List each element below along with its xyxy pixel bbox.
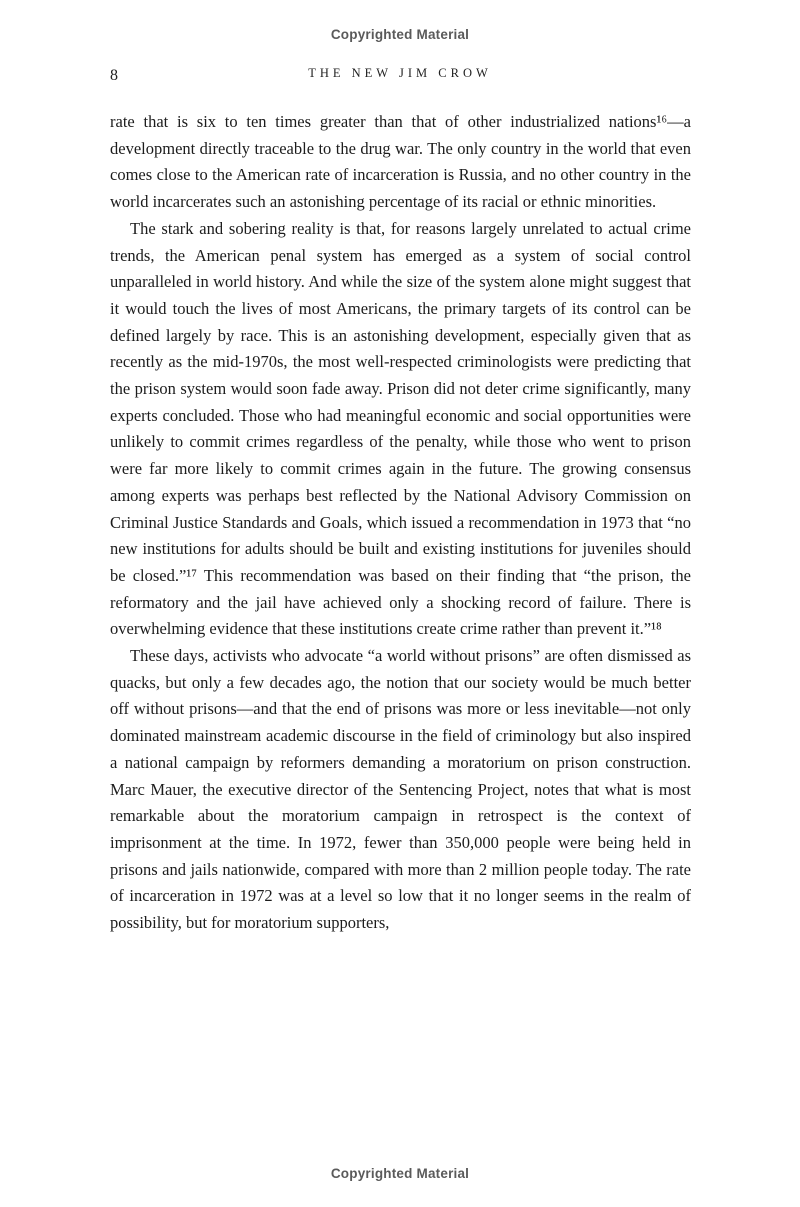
copyright-notice-bottom: Copyrighted Material: [330, 1166, 470, 1181]
running-head: THE NEW JIM CROW: [308, 66, 492, 80]
copyright-notice-top: Copyrighted Material: [330, 27, 470, 42]
paragraph: The stark and sobering reality is that, for reasons largely unrelated to actual crime trends, the American penal system has emerged as a system of social control unparalleled in world history. And while the size of the system alone might suggest that it would touch the lives of most Americans, the primary targets of its control can be defined largely by race. This is an astonishing development, especially given that as recently as the mid-1970s, the most well-respected criminologists were predicting that the prison system would soon fade away. Prison did not deter crime significantly, many experts concluded. Those who had meaningful economic and social opportunities were unlikely to commit crimes regardless of the penalty, while those who went to prison were far more likely to commit crimes again in the future. The growing consensus among experts was perhaps best reflected by the National Advisory Commission on Criminal Justice Standards and Goals, which issued a recommendation in 1973 that “no new institutions for adults should be built and existing institutions for juveniles should be closed.”¹⁷ This recommendation was based on their finding that “the prison, the reformatory and the jail have achieved only a shocking record of failure. There is overwhelming evidence that these institutions create crime rather than prevent it.”¹⁸: [110, 218, 691, 639]
paragraph: These days, activists who advocate “a world without prisons” are often dismissed as quacks, but only a few decades ago, the notion that our society would be much better off without prisons—and that the end of prisons was more or less inevitable—not only dominated mainstream academic discourse in the field of criminology but also inspired a national campaign by reformers demanding a moratorium on prison construction. Marc Mauer, the executive director of the Sentencing Project, notes that what is most remarkable about the moratorium campaign in retrospect is the context of imprisonment at the time. In 1972, fewer than 350,000 people were being held in prisons and jails nationwide, compared with more than 2 million people today. The rate of incarceration in 1972 was at a level so low that it no longer seems in the realm of possibility, but for moratorium supporters,: [110, 646, 691, 933]
body-text: [110, 109, 691, 937]
page-number: 8: [110, 67, 118, 84]
paragraph: rate that is six to ten times greater than that of other industrialized nations¹⁶—a development directly traceable to the drug war. The only country in the world that even comes close to the American rate of incarceration is Russia, and no other country in the world incarcerates such an astonishing percentage of its racial or ethnic minorities.: [110, 112, 691, 212]
page-header: [0, 66, 800, 86]
